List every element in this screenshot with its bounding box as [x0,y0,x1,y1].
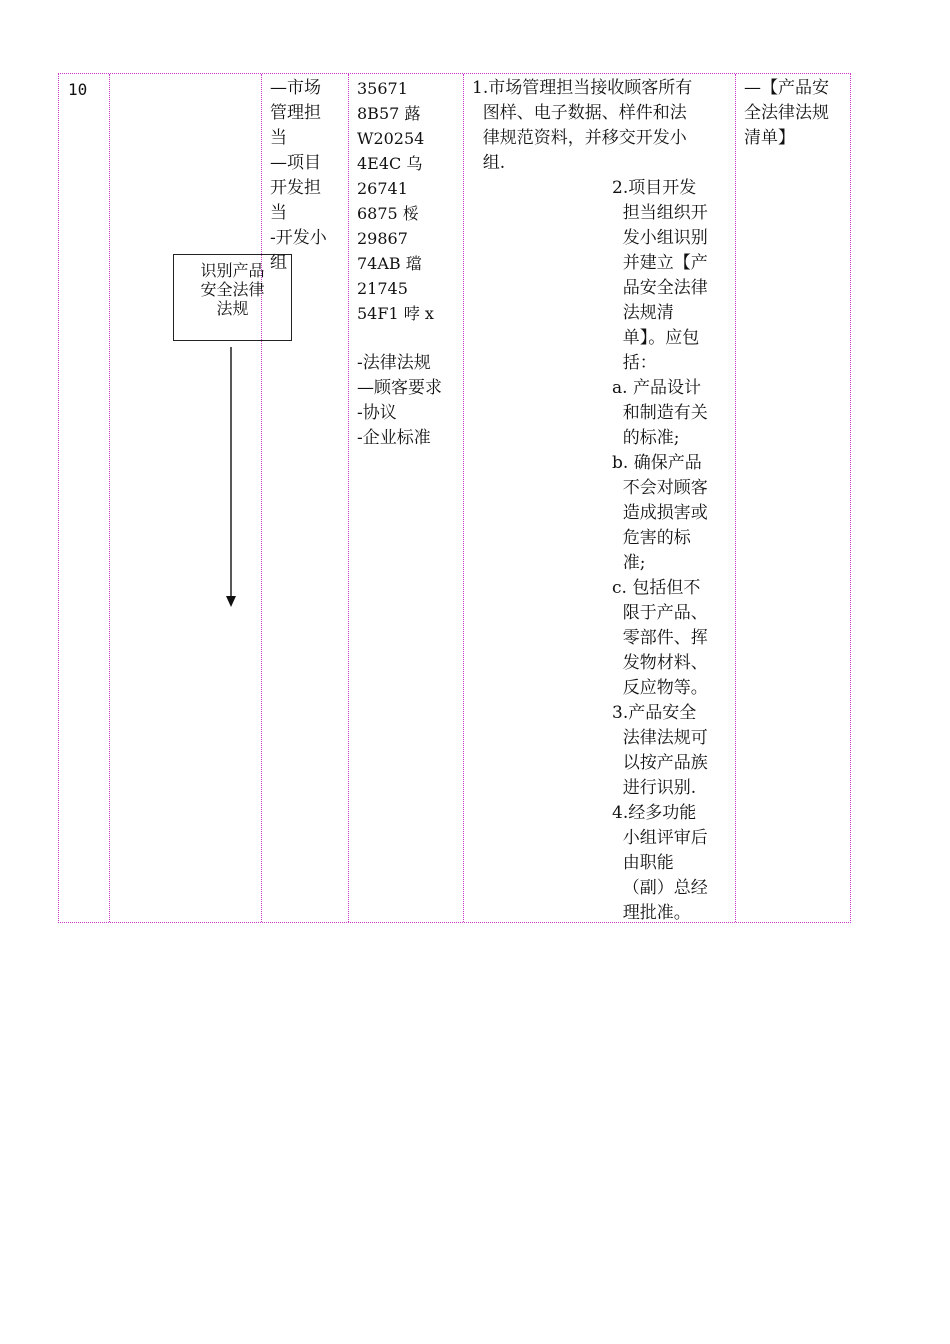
responsible-parties: —市场 管理担 当 —项目 开发担 当 -开发小 组 [270,78,327,273]
input-documents: -法律法规 —顾客要求 -协议 -企业标准 [357,353,442,448]
description-item-c: c. 包括但不 限于产品、 零部件、挥 发物材料、 反应物等。 [612,578,708,698]
step-number: 10 [68,80,88,99]
procedure-table [58,73,851,923]
output-record: —【产品安 全法律法规 清单】 [744,78,829,148]
flowchart-cell [110,74,265,922]
responsible-cell [262,74,349,922]
description-item-3: 3.产品安全 法律法规可 以按产品族 进行识别. [612,703,708,798]
description-item-a: a. 产品设计 和制造有关 的标准; [612,378,708,448]
description-item-4: 4.经多功能 小组评审后 由职能 （副）总经 理批准。 [612,803,708,923]
input-cell [349,74,464,922]
description-item-1: 1.市场管理担当接收顾客所有 图样、电子数据、样件和法 律规范资料，并移交开发小 组. [472,78,693,173]
description-item-2: 2.项目开发 担当组织开 发小组识别 并建立【产 品安全法律 法规清 单】。应包 括： [612,178,708,373]
description-item-b: b. 确保产品 不会对顾客 造成损害或 危害的标 准; [612,453,708,573]
output-cell [736,74,851,922]
flowchart-down-arrow [110,74,265,924]
flowchart-step-label: 识别产品 安全法律 法规 [200,261,265,318]
reference-codes: 35671 8B57 蕗 W20254 4E4C 乌 26741 6875 桵 29867 74AB 璫 21745 54F1 哱 x [357,79,434,323]
step-number-cell [59,74,110,922]
description-cell [464,74,736,922]
